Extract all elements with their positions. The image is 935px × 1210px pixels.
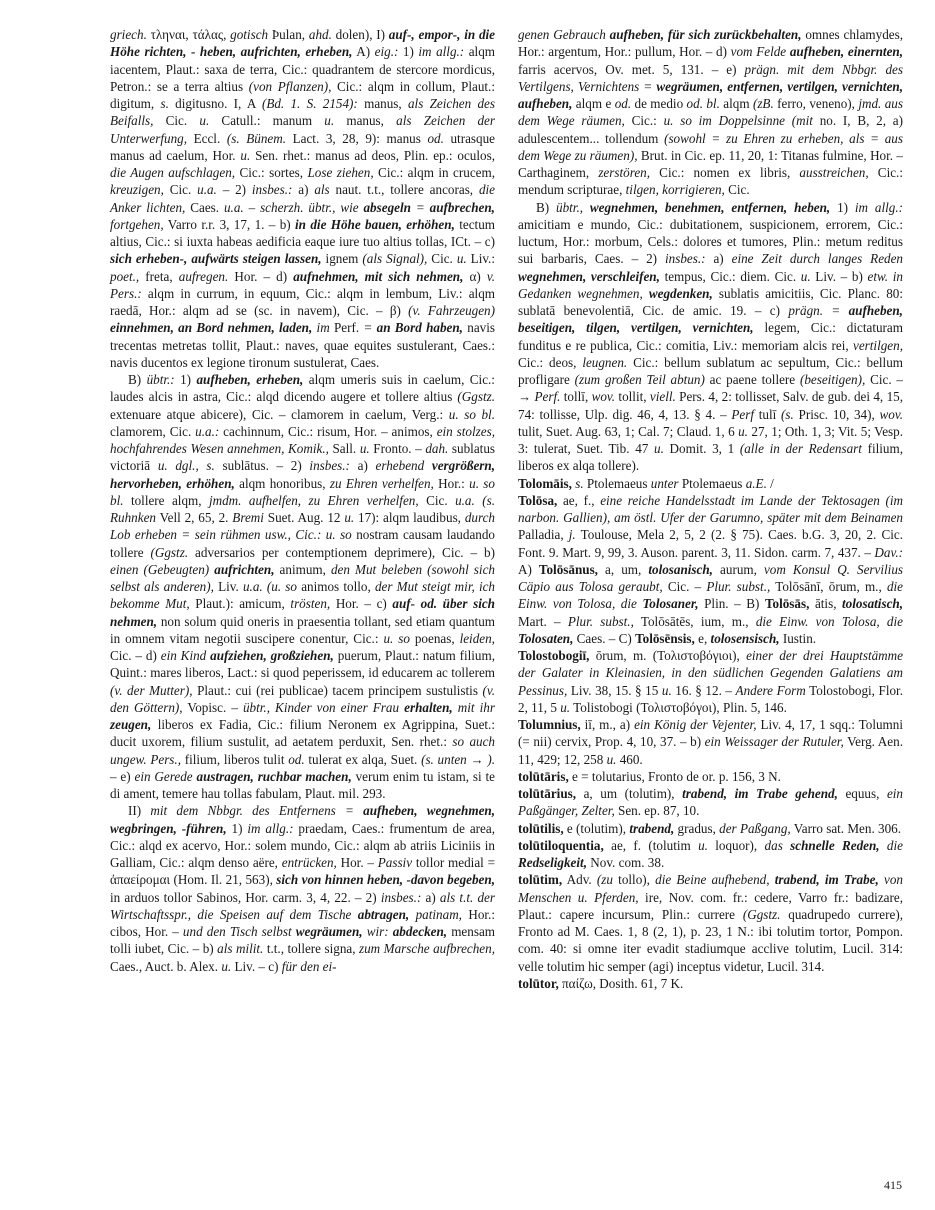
dictionary-entry: Tolōsa, ae, f., eine reiche Handelsstadt im Lande der Tektosagen (im narbon. Gallien), am östl. Ufer der Garumno, später mit dem Beinamen Palladia, j. Toulouse, Mela 2, 5, 2 (2. § 75). Caes. b.G. 3, 20, 2. Cic. Font. 9. Mart. 9, 99, 3. Auson. parent. 3, 11. Sidon. carm. 7, 437. – Dav.: A) Tolōsānus, a, um, tolosanisch, aurum, vom Konsul Q. Servilius Cäpio aus Tolosa geraubt, Cic. – Plur. subst., Tolōsānī, ōrum, m., die Einw. von Tolosa, die Tolosaner, Plin. – B) Tolōsās, ātis, tolosatisch, Mart. – Plur. subst., Tolōsātēs, ium, m., die Einw. von Tolosa, die Tolosaten, Caes. – C) Tolōsēnsis, e, tolosensisch, Iustin. [518, 492, 903, 646]
entry-paragraph: griech. τληναι, τάλας, gotisch Þulan, ahd. dolen), I) auf-, empor-, in die Höhe richten, - heben, aufrichten, erheben, A) eig.: 1) im allg.: alqm iacentem, Plaut.: saxa de terra, Cic.: quadrantem de stercore mordicus, Petron.: se a terra altius (von Pflanzen), Cic.: alqm in collum, Plaut.: digitum, s. digitusno. I, A (Bd. 1. S. 2154): manus, als Zeichen des Beifalls, Cic. u. Catull.: manum u. manus, als Zeichen der Unterwerfung, Eccl. (s. Bünem. Lact. 3, 28, 9): manus od. utrasque manus ad caelum, Hor. u. Sen. rhet.: manus ad deos, Plin. ep.: oculos, die Augen aufschlagen, Cic.: sortes, Lose ziehen, Cic.: alqm in crucem, kreuzigen, Cic. u.a. – 2) insbes.: a) als naut. t.t., tollere ancoras, die Anker lichten, Caes. u.a. – scherzh. übtr., wie absegeln = aufbrechen, fortgehen, Varro r.r. 3, 17, 1. – b) in die Höhe bauen, erhöhen, tectum altius, Cic.: si iuxta habeas aedificia eaque iure tuo altius tollas, ICt. – c) sich erheben-, aufwärts steigen lassen, ignem (als Signal), Cic. u. Liv.: poet., freta, aufregen. Hor. – d) aufnehmen, mit sich nehmen, α) v. Pers.: alqm in currum, in equum, Cic.: alqm in lembum, Liv.: alqm raedā, Hor.: alqm ad se (sc. in navem), Cic. – β) (v. Fahrzeugen) einnehmen, an Bord nehmen, laden, im Perf. = an Bord haben, navis trecentas metretas tollit, Plaut.: naves, quae equites sustulerant, Caes.: navis ducentos ex legione tironum sustulerat, Caes. [110, 27, 496, 370]
dictionary-entry: tolūtim, Adv. (zu tollo), die Beine aufhebend, trabend, im Trabe, von Menschen u. Pferden, ire, Nov. com. fr.: cedere, Varro fr.: badizare, Plaut.: capere incursum, Plin.: currere (Ggstz. quadrupedo currere), Fronto ad M. Caes. 1, 8 (2, 1), p. 23, 1 N.: ibi tolutim tortor, Pompon. com. 40: si omne iter evadit stadiumque acclive tolutim, Lucil. 314: velle tolutim hic semper (agi) inceptus videtur, Lucil. 314. [518, 872, 903, 974]
dictionary-entry: Tolumnius, iī, m., a) ein König der Vejenter, Liv. 4, 17, 1 sqq.: Tolumni (= nii) cervix, Prop. 4, 10, 37. – b) ein Weissager der Rutuler, Verg. Aen. 11, 429; 12, 258 u. 460. [518, 717, 903, 767]
dictionary-entry: Tolostobogiī, ōrum, m. (Τολιστοβόγιοι), einer der drei Hauptstämme der Galater in Kleinasien, in den südlichen Gegenden Galatiens am Pessinus, Liv. 38, 15. § 15 u. 16. § 12. – Andere Form Tolostobogi, Flor. 2, 11, 5 u. Tolistobogi (Τολιστοβόγοι), Plin. 5, 146. [518, 648, 903, 715]
dictionary-entry: tolūtor, παίζω, Dosith. 61, 7 K. [518, 975, 684, 991]
entry-paragraph: genen Gebrauch aufheben, für sich zurückbehalten, omnes chlamydes, Hor.: argentum, Hor.: pullum, Hor. – d) vom Felde aufheben, einernten, farris acervos, Ov. met. 5, 131. – e) prägn. mit dem Nbbgr. des Vertilgens, Vernichtens = wegräumen, entfernen, vertilgen, vernichten, aufheben, alqm e od. de medio od. bl. alqm (zB. ferro, veneno), jmd. aus dem Wege räumen, Cic.: u. so im Doppelsinne (mit no. I, B, 2, a) adulescentem... tollendum (sowohl = zu Ehren zu erheben, als = aus dem Wege zu räumen), Brut. in Cic. ep. 11, 20, 1: Titanas fulmine, Hor. – Carthaginem, zerstören, Cic.: nomen ex libris, ausstreichen, Cic.: mendum scripturae, tilgen, korrigieren, Cic. [518, 27, 904, 198]
dictionary-entry: tolūtilis, e (tolutim), trabend, gradus, der Paßgang, Varro sat. Men. 306. [518, 820, 902, 836]
dictionary-entry: tolūtārius, a, um (tolutim), trabend, im Trabe gehend, equus, ein Paßgänger, Zelter, Sen. ep. 87, 10. [518, 786, 904, 819]
entry-paragraph: B) übtr., wegnehmen, benehmen, entfernen, heben, 1) im allg.: amicitiam e mundo, Cic.: dubitationem, suspicionem, errorem, Cic.: luctum, Hor.: morbum, Cels.: dolores et tumores, Plin.: metum reditus sui barbaris, Caes. – 2) insbes.: a) eine Zeit durch langes Reden wegnehmen, verschleifen, tempus, Cic.: diem. Cic. u. Liv. – b) etw. in Gedanken wegnehmen, wegdenken, sublatis amicitiis, Cic. Planc. 80: sublatā benevolentiā, Cic. de amic. 19. – c) prägn. = aufheben, beseitigen, tilgen, vertilgen, vernichten, legem, Cic.: dictaturam funditus e re publica, Cic.: comitia, Liv.: memoriam alcis rei, vertilgen, Cic.: deos, leugnen. Cic.: bellum sublatum ac sepultum, Cic.: bellum profligare (zum großen Teil abtun) ac paene tollere (beseitigen), Cic. – → Perf. tollī, wov. tollit, viell. Pers. 4, 2: tollisset, Salv. de gub. dei 4, 15, 74: tollisse, Ulp. dig. 46, 4, 13. § 4. – Perf tulī (s. Prisc. 10, 34), wov. tulit, Suet. Aug. 63, 1; Cal. 7; Claud. 1, 6 u. 27, 1; Oth. 1, 3; Vit. 5; Vesp. 3: tulerat, Suet. Tib. 47 u. Domit. 3, 1 (alle in der Redensart filium, liberos ex alqa tollere). [518, 199, 904, 474]
entry-paragraph: II) mit dem Nbbgr. des Entfernens = aufheben, wegnehmen, wegbringen, -führen, 1) im allg.: praedam, Caes.: frumentum de area, Cic.: alqd ex acervo, Hor.: solem mundo, Cic.: alqm ab atriis Liciniis in Galliam, Cic.: alqm denso aëre, entrücken, Hor. – Passiv tollor medial = ἀπαείρομαι (Hom. Il. 21, 563), sich von hinnen heben, -davon begeben, in arduos tollor Sabinos, Hor. carm. 3, 4, 22. – 2) insbes.: a) als t.t. der Wirtschaftsspr., die Speisen auf dem Tische abtragen, patinam, Hor.: cibos, Hor. – und den Tisch selbst wegräumen, wir: abdecken, mensam tolli iubet, Cic. – b) als milit. t.t., tollere signa, zum Marsche aufbrechen, Caes., Auct. b. Alex. u. Liv. – c) für den ei- [110, 803, 496, 974]
dictionary-entry: tolūtāris, e = tolutarius, Fronto de or. p. 156, 3 N. [518, 768, 781, 784]
right-column [518, 26, 903, 992]
left-column [110, 26, 495, 975]
entry-paragraph: B) übtr.: 1) aufheben, erheben, alqm umeris suis in caelum, Cic.: laudes alcis in astra, Cic.: alqd dicendo augere et tollere altius (Ggstz. extenuare atque abicere), Cic. – clamorem in caelum, Verg.: u. so bl. clamorem, Cic. u.a.: cachinnum, Cic.: risum, Hor. – animos, ein stolzes, hochfahrendes Wesen annehmen, Komik., Sall. u. Fronto. – dah. sublatus victoriā u. dgl., s. sublātus. – 2) insbes.: a) erhebend vergrößern, hervorheben, erhöhen, alqm honoribus, zu Ehren verhelfen, Hor.: u. so bl. tollere alqm, jmdm. aufhelfen, zu Ehren verhelfen, Cic. u.a. (s. Ruhnken Vell 2, 65, 2. Bremi Suet. Aug. 12 u. 17): alqm laudibus, durch Lob erheben = sein rühmen usw., Cic.: u. so nostram causam laudando tollere (Ggstz. adversarios per contemptionem deprimere), Cic. – b) einen (Gebeugten) aufrichten, animum, den Mut beleben (sowohl sich selbst als anderen), Liv. u.a. (u. so animos tollo, der Mut steigt mir, ich bekomme Mut, Plaut.): amicum, trösten, Hor. – c) auf- od. über sich nehmen, non solum quid oneris in praesentia tollant, sed etiam quantum in omnem vitam negotii suscipere conentur, Cic.: u. so poenas, leiden, Cic. – d) ein Kind aufziehen, großziehen, puerum, Plaut.: natum filium, Quint.: mares liberos, Lact.: si quod peperissem, id educarem ac tollerem (v. der Mutter), Plaut.: cui (rei publicae) tacem principem sustulistis (v. den Göttern), Vopisc. – übtr., Kinder von einer Frau erhalten, mit ihr zeugen, liberos ex Fadia, Cic.: filium Neronem ex Agrippina, Suet.: ducit uxorem, filium sustulit, ad aetatem perduxit, Sen. rhet.: so auch ungew. Pers., filium, liberos tulit od. tulerat ex alqa, Suet. (s. unten → ). – e) ein Gerede austragen, ruchbar machen, verum enim tu istam, si te di ament, temere hau tollas fabulam, Plaut. mil. 293. [110, 372, 496, 801]
dictionary-entry: Tolomāis, s. Ptolemaeus unter Ptolemaeus a.E. / [518, 475, 774, 491]
dictionary-entry: tolūtiloquentia, ae, f. (tolutim u. loquor), das schnelle Reden, die Redseligkeit, Nov. com. 38. [518, 837, 903, 870]
page-number: 415 [884, 1178, 902, 1192]
